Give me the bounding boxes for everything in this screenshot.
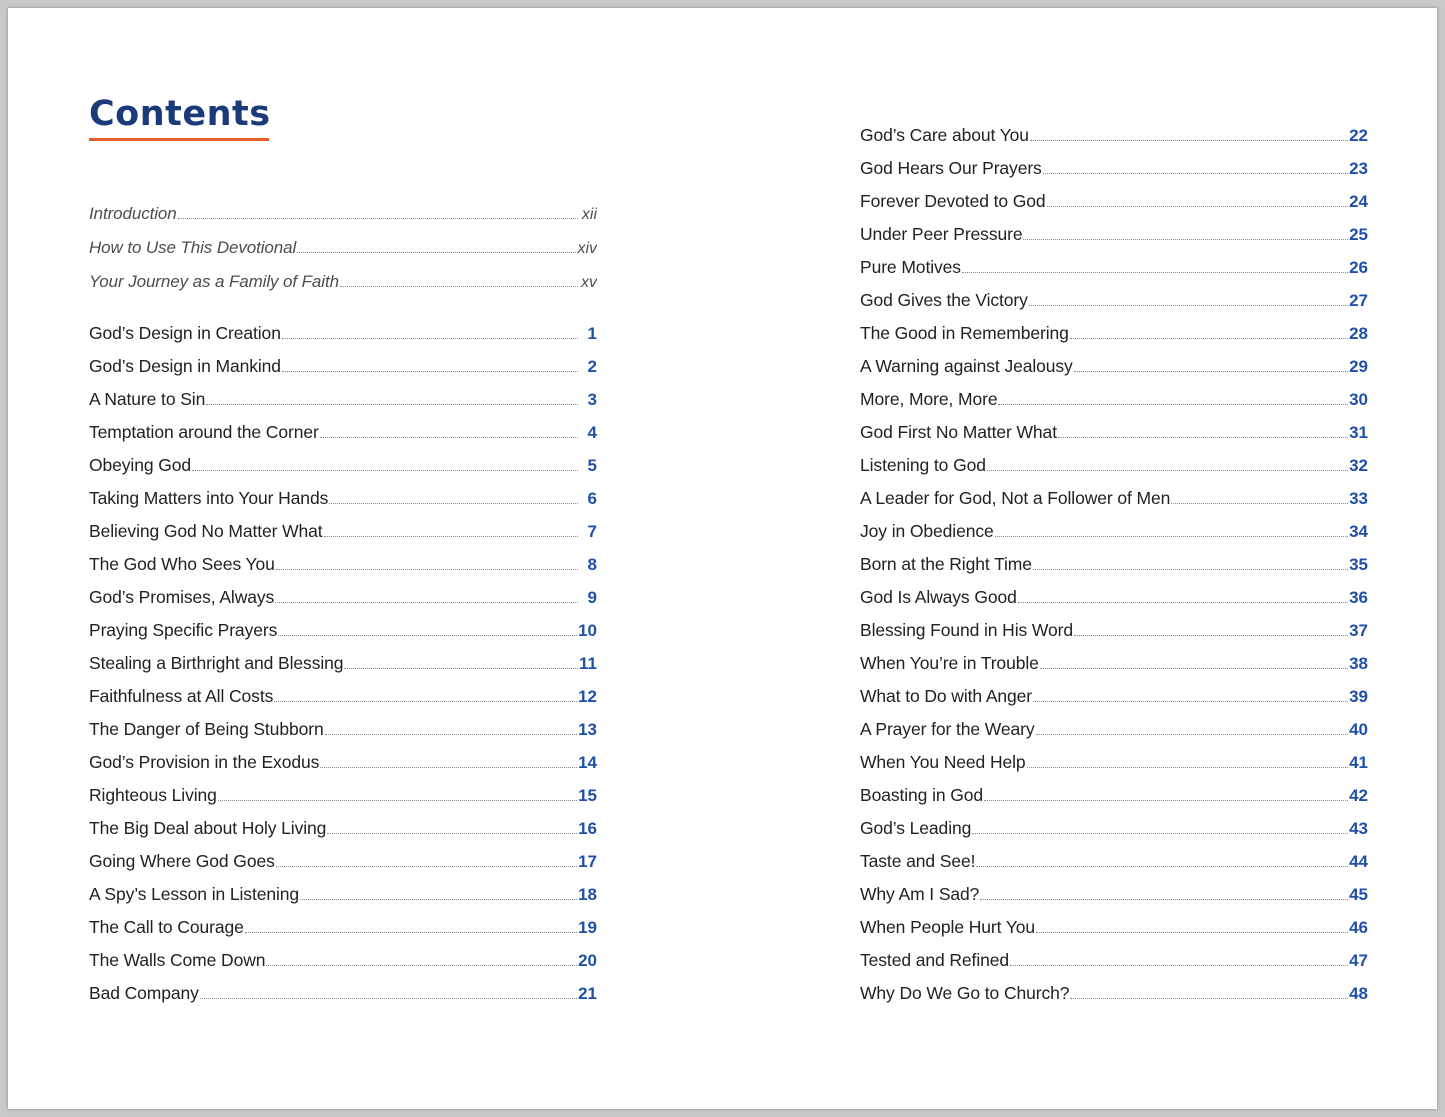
toc-entry-label: God’s Design in Mankind (89, 356, 281, 376)
toc-entry-label: Born at the Right Time (860, 554, 1032, 574)
toc-page-number: 43 (1349, 819, 1368, 838)
toc-entry-label: The Danger of Being Stubborn (89, 719, 324, 739)
toc-entry[interactable] (860, 818, 1368, 851)
toc-entry[interactable] (860, 752, 1368, 785)
toc-entry[interactable] (89, 521, 597, 554)
toc-entry[interactable] (860, 389, 1368, 422)
toc-leader-dots (1033, 569, 1348, 570)
toc-page-number: 7 (587, 522, 597, 541)
toc-page-number: 44 (1349, 852, 1368, 871)
toc-page-number: 38 (1349, 654, 1368, 673)
toc-page-number: 11 (579, 654, 597, 673)
toc-entry[interactable] (89, 238, 597, 272)
toc-leader-dots (320, 767, 577, 768)
toc-leader-dots (972, 833, 1348, 834)
toc-entry-label: Temptation around the Corner (89, 422, 319, 442)
toc-entry[interactable] (860, 158, 1368, 191)
toc-leader-dots (200, 998, 577, 999)
toc-entry[interactable] (860, 554, 1368, 587)
toc-entry-label: When You’re in Trouble (860, 653, 1039, 673)
toc-entry[interactable] (860, 653, 1368, 686)
toc-entry-label: The Good in Remembering (860, 323, 1069, 343)
toc-entry-label: Taking Matters into Your Hands (89, 488, 329, 508)
toc-page-number: 33 (1349, 489, 1368, 508)
toc-leader-dots (1029, 305, 1348, 306)
toc-entry[interactable] (860, 620, 1368, 653)
toc-entry[interactable] (89, 884, 597, 917)
toc-page-number: 32 (1349, 456, 1368, 475)
toc-entry[interactable] (860, 191, 1368, 224)
toc-entry-label: God Hears Our Prayers (860, 158, 1042, 178)
toc-entry[interactable] (89, 686, 597, 719)
front-matter-list (89, 204, 597, 306)
toc-entry[interactable] (860, 422, 1368, 455)
toc-leader-dots (1027, 767, 1349, 768)
toc-leader-dots (266, 965, 577, 966)
toc-page-number: 40 (1349, 720, 1368, 739)
toc-leader-dots (1023, 239, 1348, 240)
title-underline-rule (89, 138, 269, 141)
toc-leader-dots (1047, 206, 1349, 207)
toc-entry-label: Your Journey as a Family of Faith (89, 272, 339, 291)
toc-entry-label: Going Where God Goes (89, 851, 275, 871)
toc-entry-label: God Gives the Victory (860, 290, 1028, 310)
toc-entry[interactable] (89, 851, 597, 884)
toc-leader-dots (274, 701, 577, 702)
toc-entry[interactable] (89, 653, 597, 686)
toc-leader-dots (275, 602, 578, 603)
toc-leader-dots (962, 272, 1348, 273)
toc-entry-label: God First No Matter What (860, 422, 1057, 442)
toc-entry-label: When You Need Help (860, 752, 1026, 772)
toc-page-number: 26 (1349, 258, 1368, 277)
toc-entry[interactable] (89, 785, 597, 818)
toc-page-number: 47 (1349, 951, 1368, 970)
toc-page-number: 3 (587, 390, 597, 409)
toc-entry[interactable] (89, 752, 597, 785)
toc-page-number: 15 (578, 786, 597, 805)
toc-page-number: 16 (578, 819, 597, 838)
toc-leader-dots (297, 252, 576, 253)
toc-page-number: 1 (587, 324, 597, 343)
toc-entry[interactable] (89, 818, 597, 851)
toc-leader-dots (984, 800, 1348, 801)
toc-entry[interactable] (860, 983, 1368, 1016)
toc-leader-dots (320, 437, 578, 438)
toc-entry[interactable] (860, 323, 1368, 356)
toc-entry[interactable] (860, 884, 1368, 917)
toc-entry[interactable] (89, 455, 597, 488)
toc-leader-dots (218, 800, 577, 801)
toc-page-number: 19 (578, 918, 597, 937)
toc-entry-label: The Walls Come Down (89, 950, 266, 970)
toc-leader-dots (1070, 998, 1348, 999)
toc-entry-label: More, More, More (860, 389, 998, 409)
toc-entry-label: Tested and Refined (860, 950, 1010, 970)
toc-entry-label: God’s Design in Creation (89, 323, 281, 343)
toc-leader-dots (1040, 668, 1348, 669)
toc-entry-label: Obeying God (89, 455, 192, 475)
toc-page-number: 20 (578, 951, 597, 970)
toc-page-number: 42 (1349, 786, 1368, 805)
toc-entry-label: Why Do We Go to Church? (860, 983, 1070, 1003)
toc-entry-label: Stealing a Birthright and Blessing (89, 653, 344, 673)
toc-entry[interactable] (860, 488, 1368, 521)
toc-entry[interactable] (89, 422, 597, 455)
toc-entry-label: God’s Leading (860, 818, 972, 838)
toc-leader-dots (995, 536, 1348, 537)
toc-leader-dots (1074, 371, 1348, 372)
toc-page-number: 21 (578, 984, 597, 1003)
toc-entry[interactable] (89, 983, 597, 1016)
toc-leader-dots (276, 569, 578, 570)
toc-entry[interactable] (89, 587, 597, 620)
toc-entry-label: God Is Always Good (860, 587, 1017, 607)
toc-page-number: 10 (578, 621, 597, 640)
toc-leader-dots (1033, 701, 1348, 702)
toc-entry[interactable] (860, 917, 1368, 950)
toc-page-number: xiv (577, 240, 597, 257)
toc-entry-label: The God Who Sees You (89, 554, 275, 574)
toc-leader-dots (192, 470, 578, 471)
toc-entry[interactable] (89, 272, 597, 306)
toc-page-number: 34 (1349, 522, 1368, 541)
toc-entry[interactable] (860, 851, 1368, 884)
toc-entry-label: A Leader for God, Not a Follower of Men (860, 488, 1171, 508)
toc-entry[interactable] (860, 785, 1368, 818)
toc-entry-label: Taste and See! (860, 851, 976, 871)
toc-page-number: 17 (578, 852, 597, 871)
toc-entry-label: Blessing Found in His Word (860, 620, 1074, 640)
toc-entry[interactable] (860, 455, 1368, 488)
toc-leader-dots (1058, 437, 1348, 438)
toc-page-number: 2 (587, 357, 597, 376)
toc-page-number: 30 (1349, 390, 1368, 409)
toc-page-number: 6 (587, 489, 597, 508)
page-title: Contents (89, 94, 271, 134)
toc-entry-label: When People Hurt You (860, 917, 1036, 937)
toc-entry[interactable] (860, 125, 1368, 158)
toc-entry-label: Why Am I Sad? (860, 884, 980, 904)
toc-leader-dots (276, 866, 577, 867)
toc-entry-label: A Warning against Jealousy (860, 356, 1073, 376)
toc-entry-label: Forever Devoted to God (860, 191, 1046, 211)
toc-entry[interactable] (89, 917, 597, 950)
toc-entry-label: A Prayer for the Weary (860, 719, 1035, 739)
toc-entry[interactable] (860, 719, 1368, 752)
toc-page-number: 27 (1349, 291, 1368, 310)
toc-entry-label: A Nature to Sin (89, 389, 206, 409)
toc-page-number: 23 (1349, 159, 1368, 178)
toc-entry-label: God’s Promises, Always (89, 587, 275, 607)
toc-leader-dots (245, 932, 577, 933)
toc-page-number: 29 (1349, 357, 1368, 376)
toc-entry-label: God’s Care about You (860, 125, 1029, 145)
toc-page-number: 31 (1349, 423, 1368, 442)
toc-entry-label: Under Peer Pressure (860, 224, 1023, 244)
toc-entry-label: Boasting in God (860, 785, 984, 805)
toc-page-number: xv (581, 274, 597, 291)
toc-page-number: 18 (578, 885, 597, 904)
toc-list-right (860, 125, 1368, 1016)
toc-entry-label: Bad Company (89, 983, 199, 1003)
toc-entry[interactable] (89, 356, 597, 389)
toc-leader-dots (1018, 602, 1348, 603)
toc-entry[interactable] (89, 323, 597, 356)
toc-entry[interactable] (860, 950, 1368, 983)
toc-entry[interactable] (860, 290, 1368, 323)
toc-leader-dots (325, 734, 577, 735)
toc-leader-dots (282, 338, 578, 339)
toc-page-number: 45 (1349, 885, 1368, 904)
toc-entry[interactable] (89, 554, 597, 587)
toc-leader-dots (278, 635, 577, 636)
toc-entry-label: Believing God No Matter What (89, 521, 323, 541)
toc-page-number: 46 (1349, 918, 1368, 937)
toc-leader-dots (327, 833, 577, 834)
toc-leader-dots (1070, 338, 1348, 339)
toc-leader-dots (998, 404, 1348, 405)
toc-entry[interactable] (89, 389, 597, 422)
toc-entry[interactable] (89, 488, 597, 521)
toc-entry[interactable] (89, 719, 597, 752)
toc-leader-dots (1074, 635, 1348, 636)
toc-page-number: 28 (1349, 324, 1368, 343)
toc-leader-dots (178, 218, 578, 219)
toc-page-number: 24 (1349, 192, 1368, 211)
toc-leader-dots (340, 286, 578, 287)
toc-page-number: 13 (578, 720, 597, 739)
toc-entry-label: A Spy’s Lesson in Listening (89, 884, 300, 904)
toc-page-number: 35 (1349, 555, 1368, 574)
toc-page-number: 5 (587, 456, 597, 475)
toc-page-number: 37 (1349, 621, 1368, 640)
toc-leader-dots (980, 899, 1348, 900)
toc-leader-dots (1036, 734, 1349, 735)
toc-page-number: 36 (1349, 588, 1368, 607)
toc-leader-dots (282, 371, 578, 372)
toc-leader-dots (329, 503, 578, 504)
toc-entry-label: God’s Provision in the Exodus (89, 752, 320, 772)
toc-entry[interactable] (89, 204, 597, 238)
toc-page-number: 14 (578, 753, 597, 772)
toc-list-left (89, 323, 597, 1016)
toc-page-number: 8 (587, 555, 597, 574)
toc-leader-dots (1010, 965, 1348, 966)
toc-entry-label: The Call to Courage (89, 917, 244, 937)
toc-leader-dots (1043, 173, 1348, 174)
toc-page-number: 22 (1349, 126, 1368, 145)
toc-entry[interactable] (860, 587, 1368, 620)
toc-entry-label: What to Do with Anger (860, 686, 1033, 706)
toc-page-number: 48 (1349, 984, 1368, 1003)
toc-page-number: 12 (578, 687, 597, 706)
toc-entry-label: How to Use This Devotional (89, 238, 297, 257)
toc-entry-label: Listening to God (860, 455, 986, 475)
toc-leader-dots (324, 536, 578, 537)
toc-entry[interactable] (860, 521, 1368, 554)
toc-leader-dots (1030, 140, 1348, 141)
toc-entry[interactable] (860, 686, 1368, 719)
toc-entry[interactable] (89, 950, 597, 983)
toc-entry[interactable] (89, 620, 597, 653)
toc-leader-dots (1171, 503, 1348, 504)
toc-entry-label: Introduction (89, 204, 177, 223)
toc-page-number: 25 (1349, 225, 1368, 244)
toc-entry-label: Joy in Obedience (860, 521, 994, 541)
toc-page-number: 39 (1349, 687, 1368, 706)
toc-page-number: xii (581, 206, 597, 223)
toc-entry[interactable] (860, 356, 1368, 389)
document-page (8, 8, 1437, 1109)
toc-entry-label: The Big Deal about Holy Living (89, 818, 327, 838)
toc-leader-dots (300, 899, 577, 900)
toc-entry-label: Pure Motives (860, 257, 961, 277)
page-title-block (89, 96, 271, 141)
toc-page-number: 4 (587, 423, 597, 442)
toc-leader-dots (1036, 932, 1348, 933)
toc-page-number: 41 (1349, 753, 1368, 772)
toc-leader-dots (976, 866, 1348, 867)
toc-entry-label: Faithfulness at All Costs (89, 686, 274, 706)
toc-leader-dots (206, 404, 578, 405)
toc-entry-label: Praying Specific Prayers (89, 620, 278, 640)
toc-entry[interactable] (860, 257, 1368, 290)
toc-page-number: 9 (587, 588, 597, 607)
toc-entry[interactable] (860, 224, 1368, 257)
toc-leader-dots (344, 668, 578, 669)
toc-entry-label: Righteous Living (89, 785, 217, 805)
toc-leader-dots (987, 470, 1348, 471)
